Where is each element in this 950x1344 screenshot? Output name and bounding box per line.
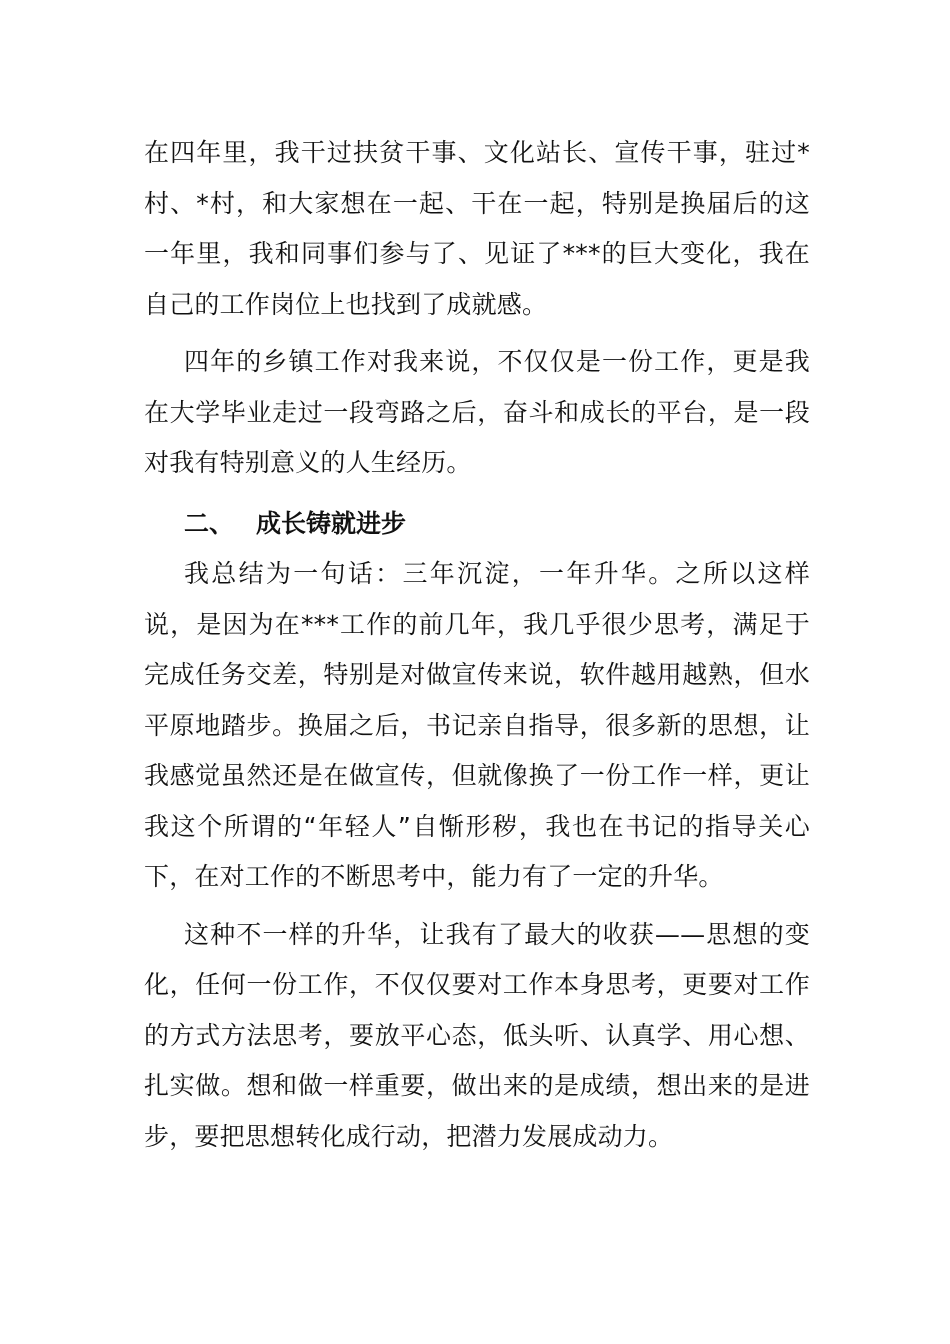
section-number: 二、 [184,508,235,538]
paragraph-reflection: 这种不一样的升华，让我有了最大的收获——思想的变化，任何一份工作，不仅仅要对工作本身思考，更要对工作的方式方法思考，要放平心态，低头听、认真学、用心想、扎实做。想和做一样重要，做出来的是成绩，想出来的是进步，要把思想转化成行动，把潜力发展成动力。 [144,919,810,1151]
document-body [144,128,810,1162]
paragraph-township-experience: 四年的乡镇工作对我来说，不仅仅是一份工作，更是我在大学毕业走过一段弯路之后，奋斗和成长的平台，是一段对我有特别意义的人生经历。 [144,347,810,477]
paragraph-work-history: 在四年里，我干过扶贫干事、文化站长、宣传干事，驻过*村、*村，和大家想在一起、干在一起，特别是换届后的这一年里，我和同事们参与了、见证了***的巨大变化，我在自己的工作岗位上也找到了成就感。 [144,138,810,319]
section-heading [144,499,810,550]
paragraph-summary: 我总结为一句话：三年沉淀，一年升华。之所以这样说，是因为在***工作的前几年，我几乎很少思考，满足于完成任务交差，特别是对做宣传来说，软件越用越熟，但水平原地踏步。换届之后，书记亲自指导，很多新的思想，让我感觉虽然还是在做宣传，但就像换了一份工作一样，更让我这个所谓的“年轻人”自惭形秽，我也在书记的指导关心下，在对工作的不断思考中，能力有了一定的升华。 [144,559,810,891]
section-title: 成长铸就进步 [256,508,407,538]
